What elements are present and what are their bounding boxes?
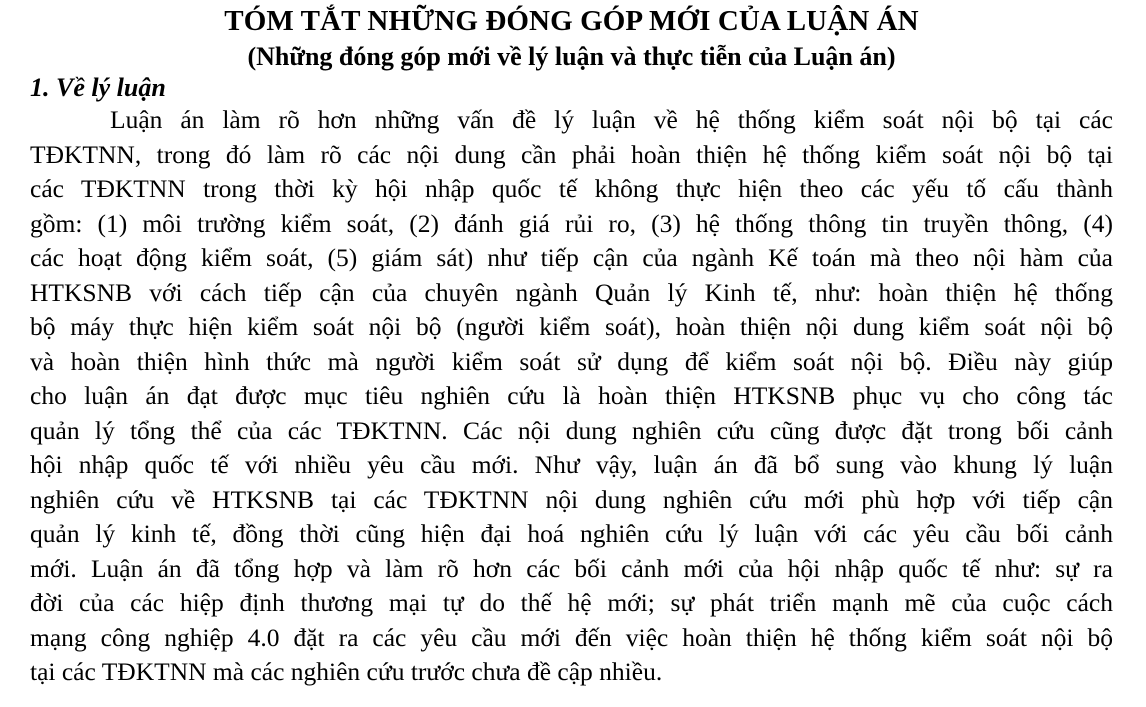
paragraph-line: cho luận án đạt được mục tiêu nghiên cứu là hoàn thiện HTKSNB phục vụ cho công tác [30, 381, 1113, 410]
body-paragraph [30, 103, 1113, 690]
paragraph-line: tại các TĐKTNN mà các nghiên cứu trước chưa đề cập nhiều. [30, 657, 663, 686]
paragraph-line: Luận án làm rõ hơn những vấn đề lý luận về hệ thống kiểm soát nội bộ tại các [110, 105, 1113, 134]
paragraph-line: nghiên cứu về HTKSNB tại các TĐKTNN nội dung nghiên cứu mới phù hợp với tiếp cận [30, 484, 1113, 514]
paragraph-line: quản lý tổng thể của các TĐKTNN. Các nội dung nghiên cứu cũng được đặt trong bối cảnh [30, 415, 1113, 445]
paragraph-line: các TĐKTNN trong thời kỳ hội nhập quốc tế không thực hiện theo các yếu tố cấu thành [30, 174, 1113, 203]
paragraph-line: và hoàn thiện hình thức mà người kiểm soát sử dụng để kiểm soát nội bộ. Điều này giúp [30, 346, 1113, 376]
document-page [0, 4, 1146, 707]
paragraph-line: quản lý kinh tế, đồng thời cũng hiện đại hoá nghiên cứu lý luận với các yêu cầu bối cảnh [30, 519, 1113, 548]
paragraph-line: các hoạt động kiểm soát, (5) giám sát) như tiếp cận của ngành Kế toán mà theo nội hàm của [30, 243, 1113, 272]
section-heading: 1. Về lý luận [30, 73, 166, 102]
paragraph-line: đời của các hiệp định thương mại tự do thế hệ mới; sự phát triển mạnh mẽ của cuộc cách [30, 588, 1113, 617]
document-subtitle: (Những đóng góp mới về lý luận và thực tiễn của Luận án) [247, 42, 896, 71]
paragraph-line: TĐKTNN, trong đó làm rõ các nội dung cần phải hoàn thiện hệ thống kiểm soát nội bộ tại [30, 139, 1113, 169]
document-title: TÓM TẮT NHỮNG ĐÓNG GÓP MỚI CỦA LUẬN ÁN [224, 5, 919, 37]
paragraph-line: gồm: (1) môi trường kiểm soát, (2) đánh giá rủi ro, (3) hệ thống thông tin truyền thông, (4) [30, 208, 1113, 238]
paragraph-line: mới. Luận án đã tổng hợp và làm rõ hơn các bối cảnh mới của hội nhập quốc tế như: sự ra [30, 553, 1113, 583]
paragraph-line: mạng công nghiệp 4.0 đặt ra các yêu cầu mới đến việc hoàn thiện hệ thống kiểm soát nội bộ [30, 622, 1113, 652]
paragraph-line: hội nhập quốc tế với nhiều yêu cầu mới. Như vậy, luận án đã bổ sung vào khung lý luận [30, 450, 1113, 479]
paragraph-line: bộ máy thực hiện kiểm soát nội bộ (người kiểm soát), hoàn thiện nội dung kiểm soát nội bộ [30, 312, 1113, 341]
paragraph-line: HTKSNB với cách tiếp cận của chuyên ngành Quản lý Kinh tế, như: hoàn thiện hệ thống [30, 277, 1113, 307]
